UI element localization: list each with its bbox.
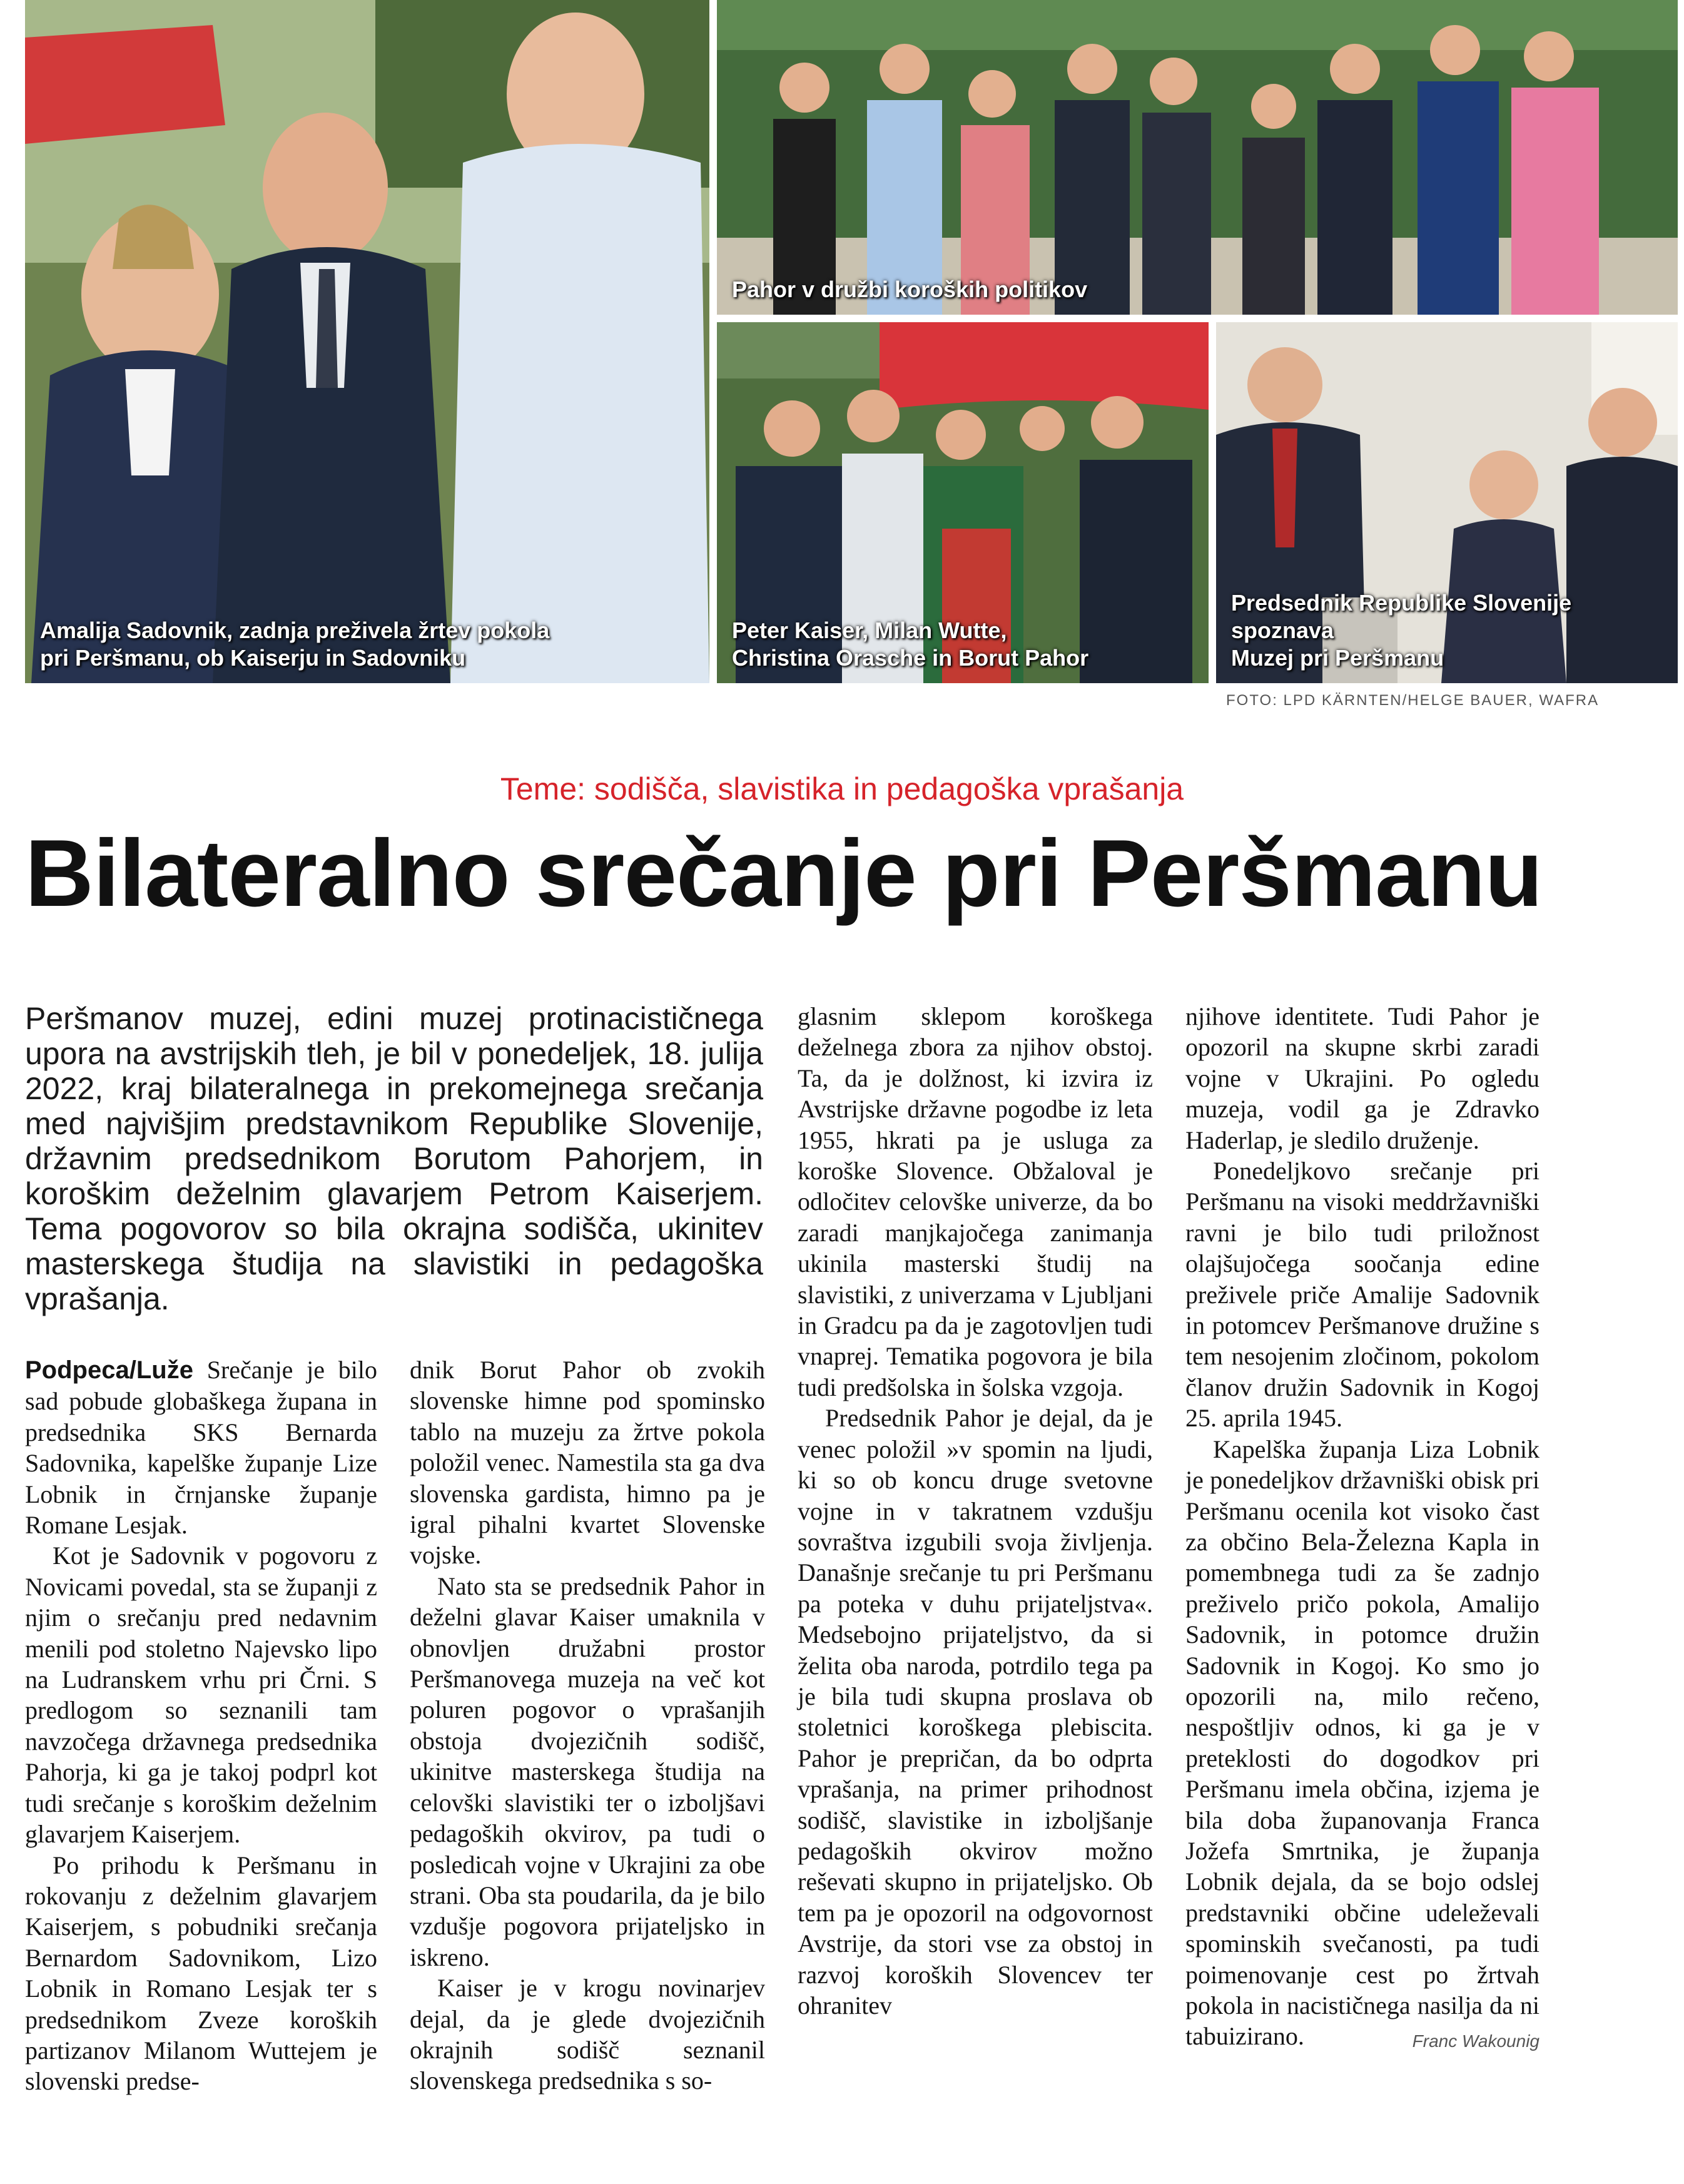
- paragraph: dnik Borut Pahor ob zvokih slovenske himne pod spominsko tablo na muzeju za žrtve pokola položil venec. Namestila sta ga dva slovenska gardista, himno pa je igral pihalni kvartet Slovenske vojske.: [410, 1356, 765, 1570]
- headline: Bilateralno srečanje pri Peršmanu: [25, 820, 1543, 927]
- photo-caption: Amalija Sadovnik, zadnja preživela žrtev pokola pri Peršmanu, ob Kaiserju in Sadovniku: [40, 617, 550, 671]
- paragraph-text: Srečanje je bilo sad pobude globaškega župana in predsednika SKS Bernarda Sadovnika, kapelške županje Lize Lobnik in črnjanske županje Romane Lesjak.: [25, 1356, 377, 1540]
- article-column-4: [1185, 1001, 1539, 2057]
- dateline: Podpeca/Luže: [25, 1356, 193, 1384]
- author: Franc Wakounig: [1412, 2031, 1539, 2051]
- paragraph: Ponedeljkovo srečanje pri Peršmanu na visoki meddržavniški ravni je bilo tudi priložnost olajšujočega soočanja edine preživele priče Amalije Sadovnik in potomcev Peršmanove družine s tem nesojenim zločinom, pokolom članov družin Sadovnik in Kogoj 25. aprila 1945.: [1185, 1157, 1539, 1433]
- paragraph: glasnim sklepom koroškega deželnega zbora za njihov obstoj. Ta, da je dolžnost, ki izvira iz Avstrijske državne pogodbe iz leta 1955, hkrati pa je usluga za koroške Slovence. Obžaloval je odločitev celovške univerze, da bo zaradi manjkajočega zanimanja ukinila masterski študij na slavistiki, z univerzama v Ljubljani in Gradcu pa da je zagotovljen tudi vnaprej. Tematika pogovora je bila tudi predšolska in šolska vzgoja.: [798, 1002, 1153, 1401]
- photo-museum: [1216, 322, 1678, 683]
- photo-caption: Pahor v družbi koroških politikov: [732, 277, 1088, 302]
- paragraph: [25, 1354, 377, 1540]
- photo-credit: FOTO: LPD KÄRNTEN/HELGE BAUER, WAFRA: [1226, 692, 1600, 709]
- photo-main: [25, 0, 709, 683]
- photo-kaiser: [717, 322, 1209, 683]
- paragraph: njihove identitete. Tudi Pahor je opozoril na skupne skrbi zaradi vojne v Ukrajini. Po ogledu muzeja, vodil ga je Zdravko Haderlap, je sledilo druženje.: [1185, 1002, 1539, 1154]
- article-column-1: [25, 1354, 377, 2097]
- paragraph: Po prihodu k Peršmanu in rokovanju z deželnim glavarjem Kaiserjem, s pobudniki srečanja Bernardom Sadovnikom, Lizo Lobnik in Romano Lesjak ter s predsednikom Zveze koroških partizanov Milanom Wuttejem je slovenski predse-: [25, 1851, 377, 2096]
- kicker: Teme: sodišča, slavistika in pedagoška vprašanja: [500, 771, 1184, 806]
- photo-group: [717, 0, 1678, 315]
- paragraph: Nato sta se predsednik Pahor in deželni glavar Kaiser umaknila v obnovljen družabni prostor Peršmanovega muzeja na več kot poluren pogovor o vprašanjih obstoja dvojezičnih sodišč, ukinitve masterskega študija na celovški slavistiki ter o izboljšavi pedagoških okvirov, pa tudi o posledicah vojne v Ukrajini za obe strani. Oba sta poudarila, da je bilo vzdušje pogovora prijateljsko in iskreno.: [410, 1572, 765, 1971]
- photo-caption: Predsednik Republike Slovenije spoznava Muzej pri Peršmanu: [1231, 590, 1572, 671]
- paragraph: Kot je Sadovnik v pogovoru z Novicami povedal, sta se županji z njim o srečanju pred nedavnim menili pod stoletno Najevsko lipo na Ludranskem vrhu pri Črni. S predlogom so seznanili tam navzočega državnega predsednika Pahorja, ki ga je takoj podprl kot tudi srečanje s koroškim deželnim glavarjem Kaiserjem.: [25, 1541, 377, 1849]
- lead-paragraph: Peršmanov muzej, edini muzej protinacističnega upora na avstrijskih tleh, je bil v ponedeljek, 18. julija 2022, kraj bilateralnega in prekomejnega srečanja med najvišjim predstavnikom Republike Slovenije, državnim predsednikom Borutom Pahorjem, in koroškim deželnim glavarjem Petrom Kaiserjem. Tema pogovorov so bila okrajna sodišča, ukinitev masterskega študija na slavistiki in pedagoška vprašanja.: [25, 1001, 763, 1316]
- paragraph: Predsednik Pahor je dejal, da je venec položil »v spomin na ljudi, ki so ob koncu druge svetovne vojne in v takratnem vzdušju sovraštva izgubili svoja življenja. Današnje srečanje tu pri Peršmanu pa poteka v duhu prijateljstva«. Medsebojno prijateljstvo, da si želita oba naroda, potrdilo tega pa je bila tudi skupna proslava ob stoletnici koroškega plebiscita. Pahor je prepričan, da bo odprta vprašanja, na primer prihodnost sodišč, slavistike in izboljšanje pedagoških okvirov možno reševati skupno in prijateljsko. Ob tem pa je opozoril na odgovornost Avstrije, da stori vse za obstoj in razvoj koroških Slovencev ter ohranitev: [798, 1404, 1153, 2019]
- paragraph: Kaiser je v krogu novinarjev dejal, da je glede dvojezičnih okrajnih sodišč seznanil slovenskega predsednika s so-: [410, 1974, 765, 2095]
- article-column-2: [410, 1354, 765, 2096]
- paragraph: [1185, 1434, 1539, 2052]
- article-column-3: [798, 1001, 1153, 2021]
- photo-caption: Peter Kaiser, Milan Wutte, Christina Orasche in Borut Pahor: [732, 617, 1089, 671]
- paragraph-text: Kapelška županja Liza Lobnik je ponedeljkov državniški obisk pri Peršmanu ocenila kot visoko čast za občino Bela-Železna Kapla in pomembnega tudi za še zadnjo preživelo pričo pokola, Amalijo Sadovnik, in potomce družin Sadovnik in Kogoj. Ko smo jo opozorili na, milo rečeno, nespoštljiv odnos, ki ga je v preteklosti do dogodkov pri Peršmanu imela občina, izjema je bila doba županovanja Franca Jožefa Smrtnika, je županja Lobnik dejala, da se bojo odslej predstavniki občine udeleževali spominskih svečanosti, pa tudi poimenovanje cest po žrtvah pokola in nacističnega nasilja da ni tabuizirano.: [1185, 1435, 1539, 2051]
